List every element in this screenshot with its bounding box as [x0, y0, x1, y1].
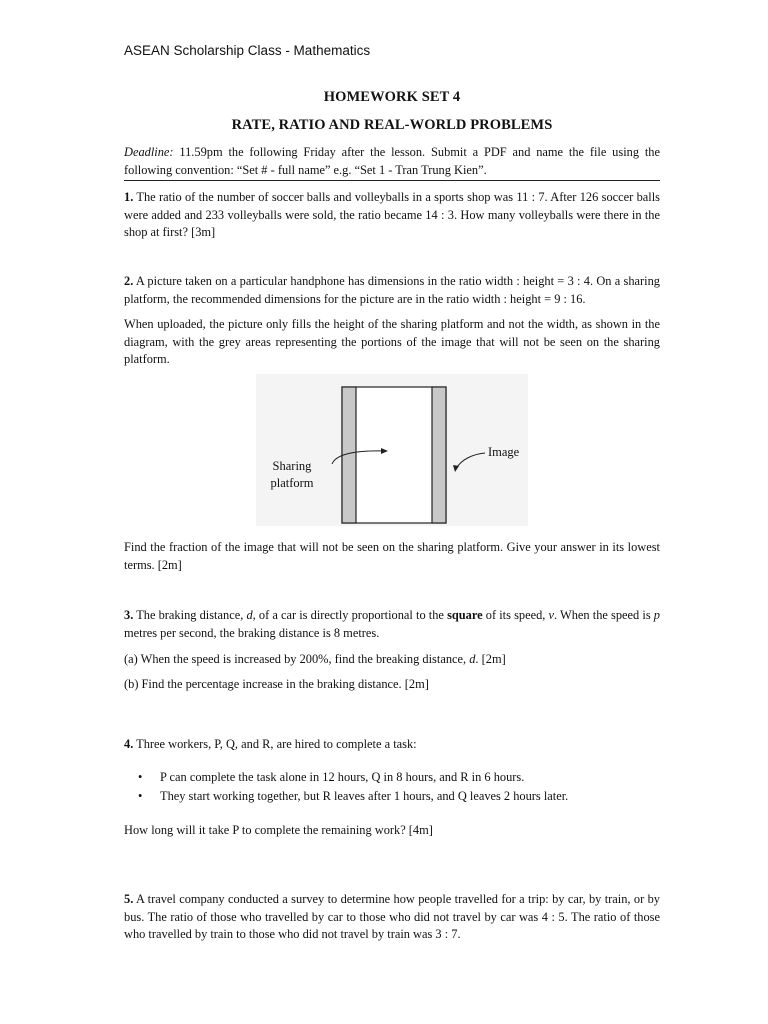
question-2-ask [124, 539, 660, 574]
grey-area-right [432, 387, 446, 523]
aspect-ratio-diagram [256, 374, 528, 526]
q3-text-1: The braking distance, [133, 608, 247, 622]
q2-paragraph-2: When uploaded, the picture only fills the height of the sharing platform and not the width, as shown in the diagram, with the grey areas representing the portions of the image that will not be seen on the sharing platform. [124, 317, 660, 366]
question-5 [124, 891, 660, 944]
sharing-platform-frame [342, 387, 446, 523]
q3a-text: (a) When the speed is increased by 200%, find the breaking distance, [124, 652, 470, 666]
q3-text-3: of its speed, [482, 608, 549, 622]
q3-var-p: p [653, 608, 660, 622]
q4-number: 4. [124, 737, 134, 751]
q5-text: A travel company conducted a survey to determine how people travelled for a trip: by car, by train, or by bus. The ratio of those who travelled by car to those who did not travel by car was 4 : 5. The ratio of those who travelled by train to those who did not travel by train was 3 : 7. [124, 892, 660, 941]
q2-question: Find the fraction of the image that will not be seen on the sharing platform. Give your answer in its lowest terms. [2m] [124, 540, 660, 572]
question-4-ask [124, 822, 660, 840]
deadline-paragraph [124, 144, 660, 179]
q3a-end: . [2m] [475, 652, 506, 666]
question-4 [124, 736, 660, 754]
deadline-label: Deadline: [124, 145, 174, 159]
list-item: • They start working together, but R leaves after 1 hours, and Q leaves 2 hours later. [160, 787, 660, 806]
question-3b [124, 676, 660, 694]
question-2 [124, 273, 660, 308]
q3-bold-square: square [447, 608, 483, 622]
q3-number: 3. [124, 608, 134, 622]
course-header: ASEAN Scholarship Class - Mathematics [124, 43, 371, 58]
header-divider [124, 180, 660, 181]
question-2-para2 [124, 316, 660, 369]
q4-text: Three workers, P, Q, and R, are hired to complete a task: [133, 737, 417, 751]
q2-number: 2. [124, 274, 134, 288]
label-sharing: Sharing [272, 459, 312, 473]
q5-number: 5. [124, 892, 134, 906]
question-1 [124, 189, 660, 242]
label-image: Image [488, 445, 520, 459]
q2-text: A picture taken on a particular handphone has dimensions in the ratio width : height = 3 : 4. On a sharing platform, the recommended dimensions for the picture are in the ratio width : height = 9 : 16. [124, 274, 660, 306]
q3-text-5: metres per second, the braking distance is 8 metres. [124, 625, 380, 640]
homework-title: HOMEWORK SET 4 [323, 89, 461, 105]
q3-text-2: , of a car is directly proportional to the [252, 608, 448, 622]
q4-bullet-list [124, 768, 660, 806]
q3b-text: (b) Find the percentage increase in the braking distance. [2m] [124, 677, 429, 691]
question-3 [124, 607, 660, 642]
label-platform: platform [270, 476, 314, 490]
deadline-text: 11.59pm the following Friday after the lesson. Submit a PDF and name the file using the following convention: “Set # - full name” e.g. “Set 1 - Tran Trung Kien”. [124, 145, 660, 177]
q4-question: How long will it take P to complete the remaining work? [4m] [124, 823, 433, 837]
list-item: • P can complete the task alone in 12 hours, Q in 8 hours, and R in 6 hours. [160, 768, 660, 787]
q1-number: 1. [124, 190, 134, 204]
q1-text: The ratio of the number of soccer balls and volleyballs in a sports shop was 11 : 7. After 126 soccer balls were added and 233 volleyballs were sold, the ratio became 14 : 3. How many volleyballs were there in the shop at first? [3m] [124, 190, 660, 239]
q3-var-v: v [548, 608, 555, 622]
homework-subtitle: RATE, RATIO AND REAL-WORLD PROBLEMS [231, 117, 553, 133]
q3a-var-d: d [469, 652, 476, 666]
question-4-bullets [124, 768, 660, 806]
q3-var-d: d [246, 608, 253, 622]
question-3a [124, 651, 660, 669]
q3-text-4: . When the speed is [554, 608, 654, 622]
